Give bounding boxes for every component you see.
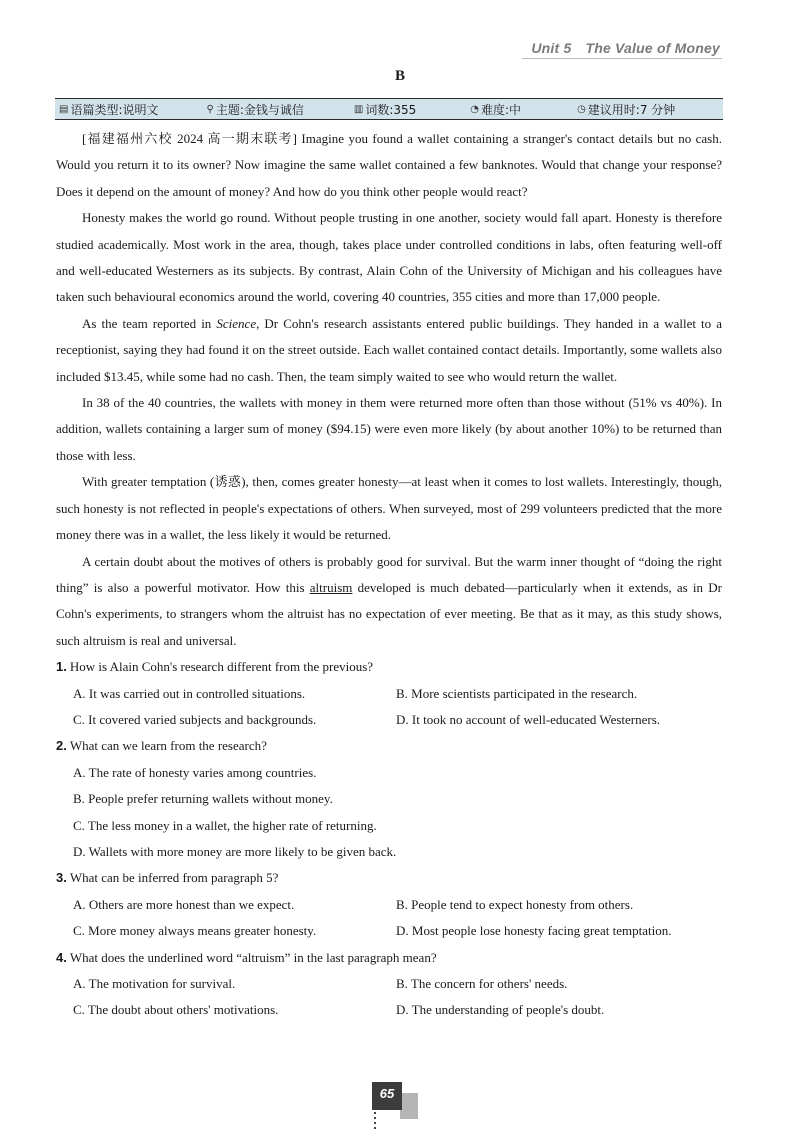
info-time: [577, 101, 675, 118]
question-2: [56, 733, 722, 865]
option-d: D. Most people lose honesty facing great temptation.: [396, 923, 672, 939]
info-text-type: [59, 101, 159, 118]
paragraph-3: As the team reported in Science, Dr Cohn's research assistants entered public buildings. They handed in a wallet to a receptionist, saying they had found it on the street outside. Each wallet contained contact details. Importantly, some wallets also included $13.45, while some had no cash. Then, the team simply waited to see who would return the wallet.: [56, 315, 722, 384]
question-number: 2.: [56, 738, 67, 754]
option-c: C. The less money in a wallet, the higher rate of returning.: [73, 817, 377, 833]
question-number: 4.: [56, 949, 67, 965]
unit-header: [531, 40, 720, 56]
info-bar: [55, 98, 723, 120]
option-d: D. Wallets with more money are more likely to be given back.: [73, 843, 397, 859]
info-difficulty: [470, 101, 521, 118]
question-stem: How is Alain Cohn's research different from the previous?: [69, 659, 374, 675]
question-3: [56, 865, 722, 944]
question-stem: What does the underlined word “altruism” in the last paragraph mean?: [69, 949, 437, 965]
paragraph-6: A certain doubt about the motives of others is probably good for survival. But the warm inner thought of “doing the right thing” is also a powerful motivator. How this altruism developed is much debated—particularly when it extends, as in Dr Cohn's experiments, to strangers whom the altruist has no expectation of ever meeting. Be that as it may, as this study shows, such altruism is real and universal.: [56, 553, 722, 648]
page-dots: [374, 1112, 376, 1130]
paragraph-2: Honesty makes the world go round. Without people trusting in one another, society would fall apart. Honesty is therefore studied academically. Most work in the area, though, takes place under controlled conditions in labs, often featuring well-off and well-educated Westerners as its subjects. By contrast, Alain Cohn of the University of Michigan and his colleagues have taken such behavioural economics around the world, covering 40 countries, 355 cities and more than 17,000 people.: [56, 210, 722, 305]
info-label: 难度:中: [481, 102, 522, 117]
question-4: [56, 945, 722, 1024]
paragraph-5: With greater temptation (诱惑), then, comes greater honesty—at least when it comes to lost wallets. Interestingly, though, such honesty is not reflected in people's expectations of others. When surveyed, most of 299 volunteers predicted that the more money there was in a wallet, the less likely it would be returned.: [56, 474, 722, 543]
paragraph-1: [福建福州六校 2024 高一期末联考] Imagine you found a wallet containing a stranger's contact details but no cash. Would you return it to its owner? Now imagine the same wallet contained a few banknotes. Would that change your response? Does it depend on the amount of money? And how do you think other people would react?: [56, 131, 722, 199]
info-word-count: [354, 101, 416, 118]
header-rule: [522, 58, 722, 59]
page-number-shadow: [400, 1093, 418, 1119]
info-label: 主题:金钱与诚信: [215, 102, 304, 117]
option-c: C. More money always means greater honesty.: [73, 923, 317, 939]
option-a: A. It was carried out in controlled situations.: [73, 685, 306, 701]
info-label: 词数:355: [365, 102, 417, 117]
unit-title: The Value of Money: [585, 40, 720, 56]
option-b: B. People prefer returning wallets without money.: [73, 791, 333, 807]
underlined-word: altruism: [309, 579, 353, 595]
journal-name: Science: [216, 315, 257, 331]
option-b: B. The concern for others' needs.: [396, 976, 568, 991]
option-c: C. The doubt about others' motivations.: [73, 1002, 279, 1018]
option-a: A. The rate of honesty varies among countries.: [73, 764, 317, 780]
gauge-icon: ◔: [470, 103, 480, 115]
question-number: 3.: [56, 870, 67, 886]
search-icon: ⚲: [206, 103, 214, 115]
question-1: [56, 654, 722, 733]
option-b: B. More scientists participated in the research.: [396, 685, 638, 701]
section-letter: B: [394, 68, 405, 84]
option-d: D. It took no account of well-educated Westerners.: [396, 711, 661, 727]
paragraph-4: In 38 of the 40 countries, the wallets with money in them were returned more often than those without (51% vs 40%). In addition, wallets containing a larger sum of money ($94.15) were even more likely (by about another 10%) to be returned than those with less.: [56, 395, 722, 463]
question-number: 1.: [56, 659, 67, 675]
clock-icon: ◷: [577, 103, 586, 115]
option-c: C. It covered varied subjects and backgrounds.: [73, 711, 317, 727]
book-icon: ▥: [353, 103, 364, 115]
option-a: A. The motivation for survival.: [73, 976, 236, 991]
unit-number: Unit 5: [531, 40, 572, 56]
page-number: 65: [372, 1082, 402, 1110]
doc-icon: ▤: [59, 103, 69, 115]
question-stem: What can we learn from the research?: [69, 738, 267, 754]
info-theme: [207, 101, 304, 118]
info-label: 建议用时:7 分钟: [587, 102, 676, 117]
passage: [56, 126, 722, 1024]
option-b: B. People tend to expect honesty from others.: [396, 896, 634, 912]
option-d: D. The understanding of people's doubt.: [396, 1002, 605, 1018]
question-stem: What can be inferred from paragraph 5?: [69, 870, 279, 886]
option-a: A. Others are more honest than we expect.: [73, 896, 295, 912]
info-label: 语篇类型:说明文: [70, 102, 159, 117]
